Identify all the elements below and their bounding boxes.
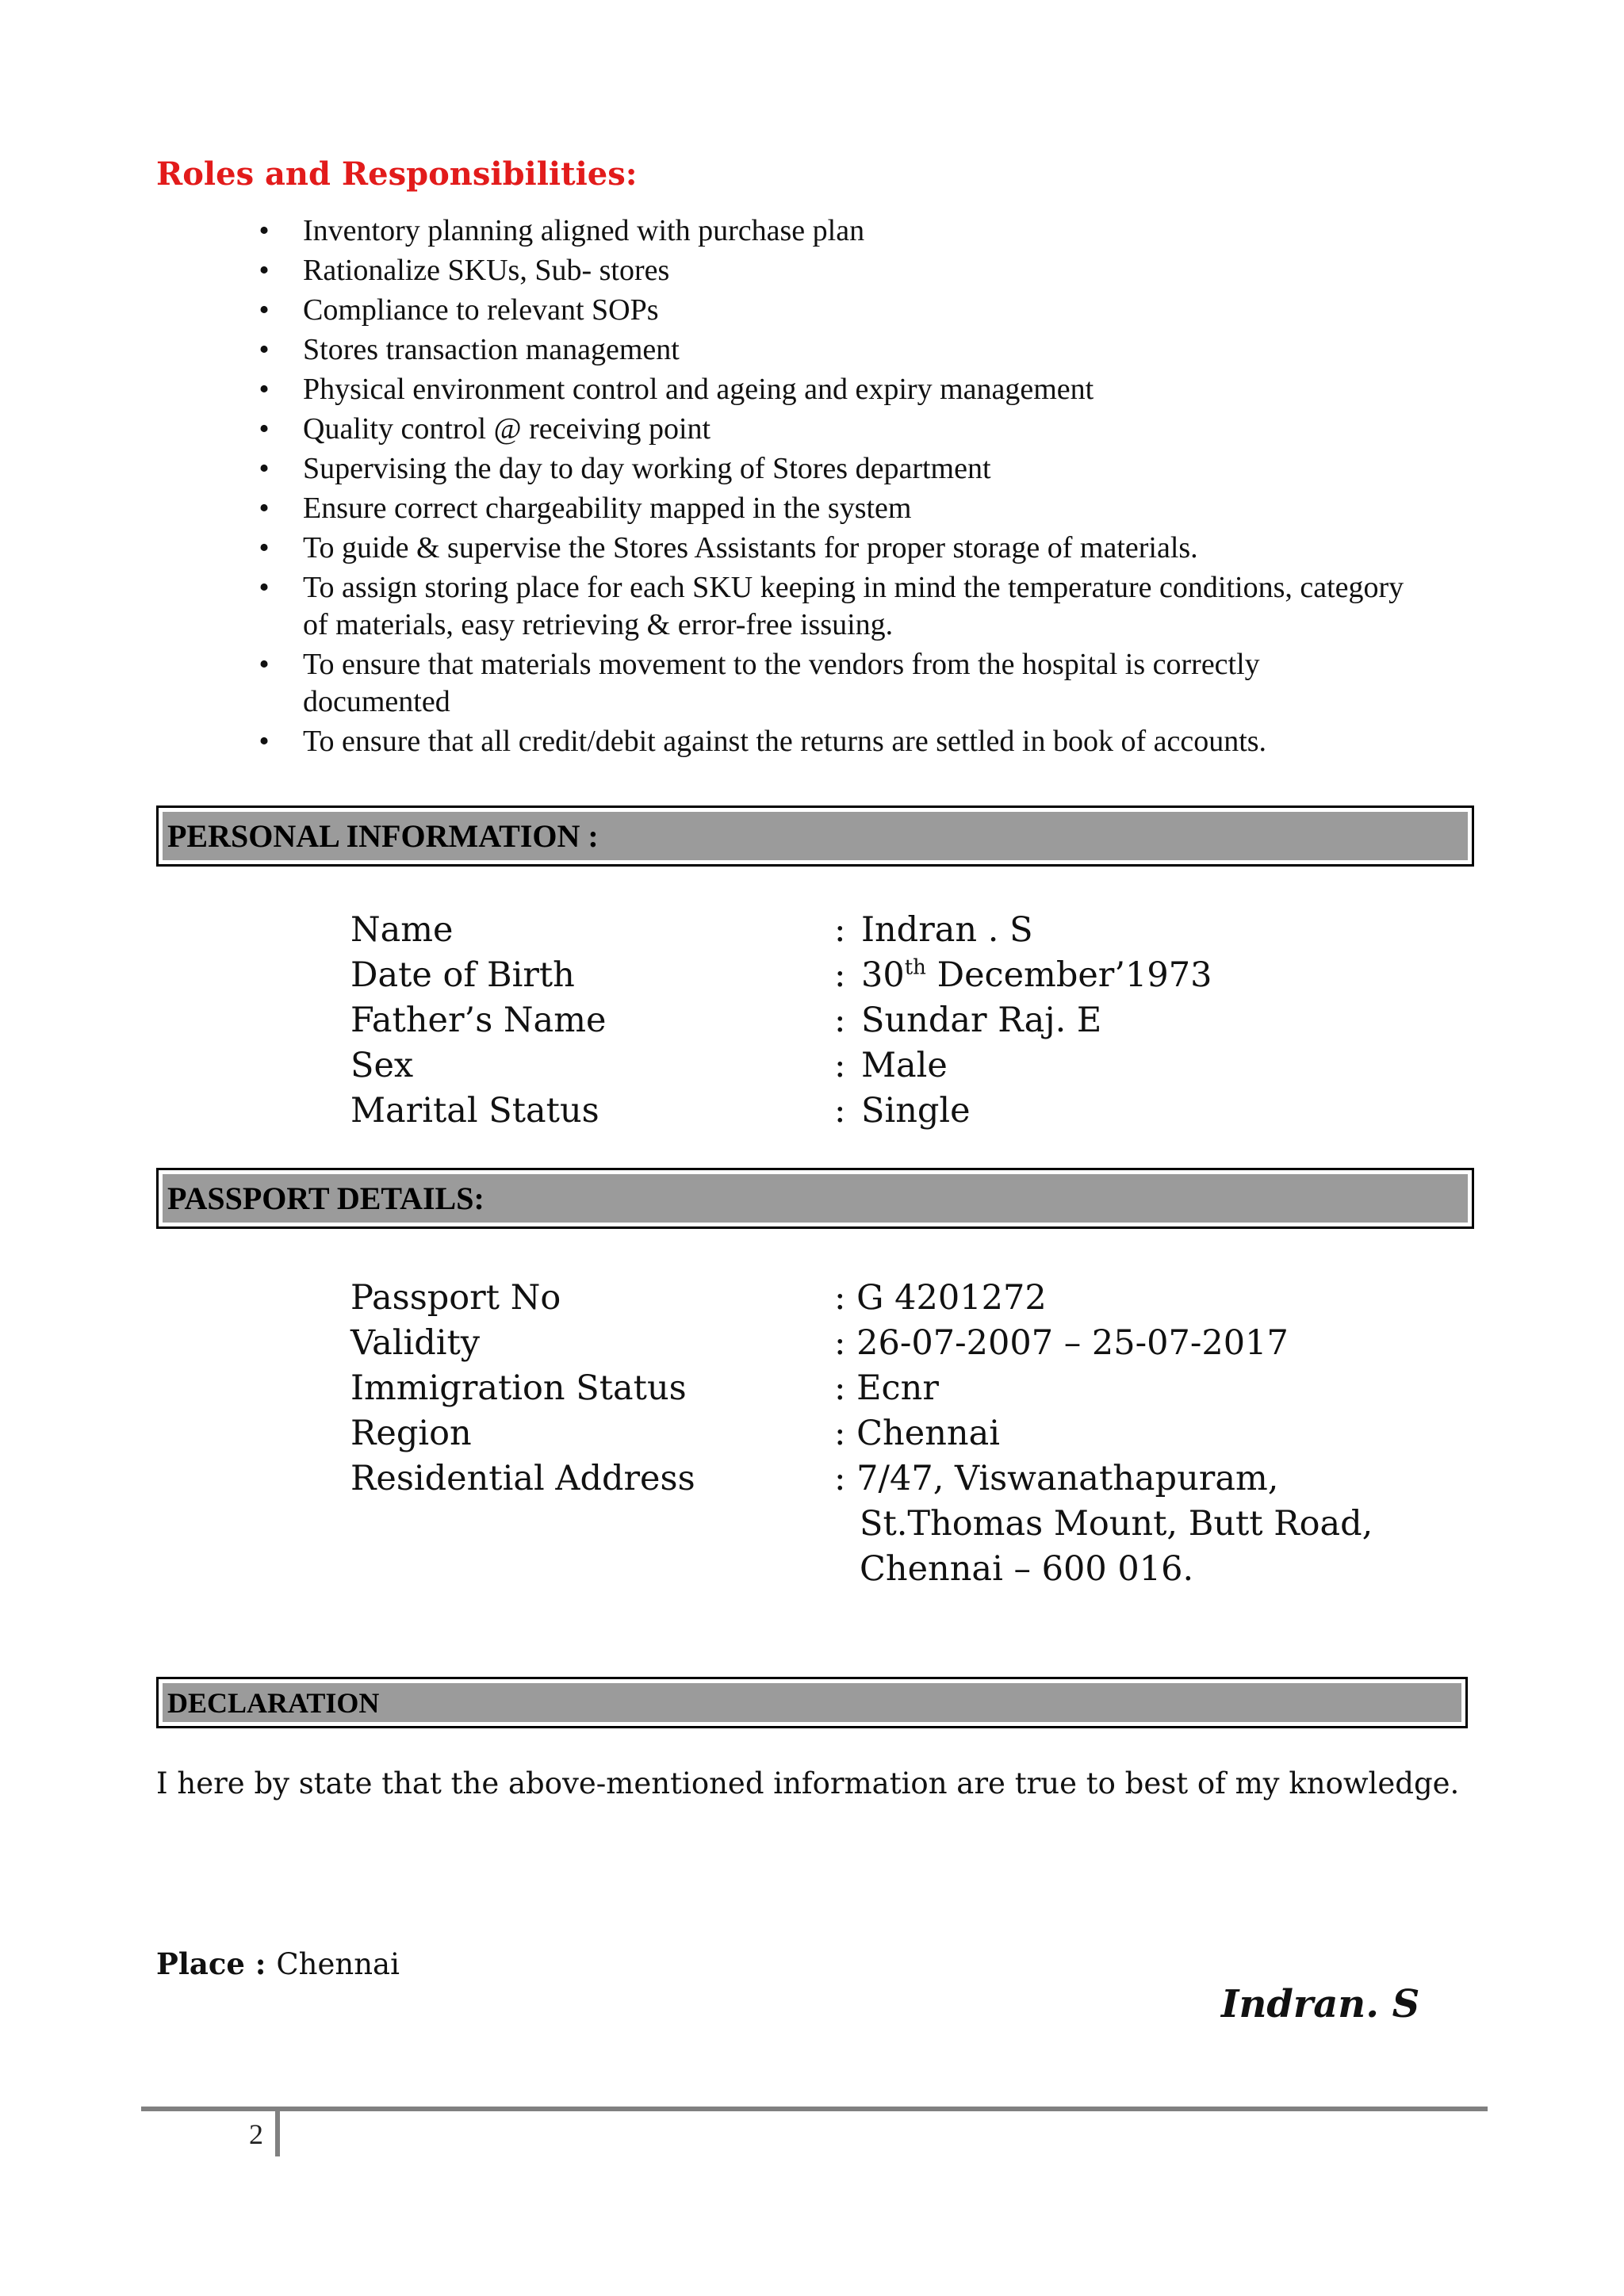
bullet-icon: • [259, 214, 270, 247]
declaration-heading: DECLARATION [163, 1683, 1461, 1722]
roles-list-item [252, 450, 1410, 488]
address-line2-row [350, 1501, 1373, 1546]
roles-item-text: Ensure correct chargeability mapped in the system [303, 492, 912, 525]
passport-no-value: : G 4201272 [834, 1277, 1047, 1318]
passport-table [350, 1275, 1373, 1591]
validity-label: Validity [350, 1322, 481, 1363]
roles-list-item [252, 530, 1410, 567]
bullet-icon: • [259, 648, 270, 681]
bullet-icon: • [259, 293, 270, 327]
roles-list-item [252, 292, 1410, 329]
personal-info-section-header [156, 806, 1474, 867]
name-value: Indran . S [861, 909, 1033, 950]
declaration-text: I here by state that the above-mentioned information are true to best of my knowledge. [156, 1766, 1460, 1800]
sex-label: Sex [350, 1045, 414, 1085]
dob-row [350, 952, 1212, 997]
bullet-icon: • [259, 333, 270, 366]
declaration-section-header [156, 1677, 1468, 1728]
passport-heading: PASSPORT DETAILS: [163, 1174, 1468, 1223]
roles-item-text: Physical environment control and ageing and expiry management [303, 373, 1094, 406]
dob-day: 30 [861, 955, 905, 995]
address-line3: Chennai – 600 016. [860, 1548, 1194, 1589]
roles-list-item [252, 331, 1410, 369]
dob-label: Date of Birth [350, 955, 575, 995]
roles-list-item [252, 252, 1410, 289]
passport-no-label: Passport No [350, 1277, 561, 1318]
roles-item-text: Quality control @ receiving point [303, 412, 711, 446]
roles-item-text: To ensure that all credit/debit against the returns are settled in book of accounts. [303, 725, 1267, 758]
roles-item-text: Rationalize SKUs, Sub- stores [303, 254, 670, 287]
bullet-icon: • [259, 373, 270, 406]
roles-list [252, 212, 1410, 763]
bullet-icon: • [259, 412, 270, 446]
region-value: : Chennai [834, 1413, 1000, 1453]
validity-row [350, 1320, 1373, 1365]
roles-item-text: Supervising the day to day working of Stores department [303, 452, 991, 485]
immigration-label: Immigration Status [350, 1368, 687, 1408]
marital-row [350, 1088, 1212, 1133]
father-row [350, 997, 1212, 1043]
address-label: Residential Address [350, 1458, 695, 1498]
roles-item-text: Stores transaction management [303, 333, 680, 366]
roles-item-text: Inventory planning aligned with purchase plan [303, 214, 865, 247]
immigration-row [350, 1365, 1373, 1410]
roles-list-item [252, 646, 1410, 721]
roles-list-item [252, 371, 1410, 408]
dob-suffix: th [904, 955, 926, 980]
name-label: Name [350, 909, 454, 950]
sex-value: Male [861, 1045, 948, 1085]
region-row [350, 1410, 1373, 1456]
roles-item-text: To assign storing place for each SKU keeping in mind the temperature conditions, category of materials, easy retrieving & error-free issuing. [303, 571, 1404, 641]
address-line2: St.Thomas Mount, Butt Road, [860, 1503, 1373, 1544]
address-line1: : 7/47, Viswanathapuram, [834, 1458, 1279, 1498]
personal-info-heading: PERSONAL INFORMATION : [163, 812, 1468, 860]
bullet-icon: • [259, 452, 270, 485]
marital-colon: : [834, 1090, 846, 1131]
marital-label: Marital Status [350, 1090, 599, 1131]
roles-title: Roles and Responsibilities: [156, 155, 638, 193]
bullet-icon: • [259, 571, 270, 604]
passport-no-row [350, 1275, 1373, 1320]
passport-section-header [156, 1168, 1474, 1229]
place-line [156, 1946, 400, 1981]
bullet-icon: • [259, 531, 270, 564]
address-line3-row [350, 1546, 1373, 1591]
father-value: Sundar Raj. E [861, 1000, 1102, 1040]
father-label: Father’s Name [350, 1000, 607, 1040]
roles-list-item [252, 411, 1410, 448]
place-colon: : [244, 1946, 277, 1981]
page-number: 2 [249, 2118, 263, 2150]
roles-list-item [252, 723, 1410, 760]
roles-list-item [252, 212, 1410, 250]
sex-row [350, 1043, 1212, 1088]
region-label: Region [350, 1413, 472, 1453]
footer-divider-tick [275, 2111, 280, 2156]
dob-rest: December’1973 [936, 955, 1212, 995]
address-row [350, 1456, 1373, 1501]
dob-value [861, 955, 1212, 995]
roles-item-text: Compliance to relevant SOPs [303, 293, 659, 327]
marital-value: Single [861, 1090, 971, 1131]
roles-list-item [252, 569, 1410, 644]
name-row [350, 907, 1212, 952]
immigration-value: : Ecnr [834, 1368, 939, 1408]
bullet-icon: • [259, 254, 270, 287]
bullet-icon: • [259, 725, 270, 758]
sex-colon: : [834, 1045, 846, 1085]
roles-item-text: To guide & supervise the Stores Assistants for proper storage of materials. [303, 531, 1198, 564]
place-value: Chennai [276, 1947, 400, 1981]
bullet-icon: • [259, 492, 270, 525]
personal-info-table [350, 907, 1212, 1133]
signature-name: Indran. S [1221, 1982, 1420, 2026]
validity-value: : 26-07-2007 – 25-07-2017 [834, 1322, 1289, 1363]
dob-colon: : [834, 955, 846, 995]
roles-item-text: To ensure that materials movement to the vendors from the hospital is correctly documented [303, 648, 1260, 718]
place-label: Place [156, 1946, 245, 1981]
roles-list-item [252, 490, 1410, 527]
footer-rule [141, 2107, 1488, 2111]
father-colon: : [834, 1000, 846, 1040]
name-colon: : [834, 909, 846, 950]
